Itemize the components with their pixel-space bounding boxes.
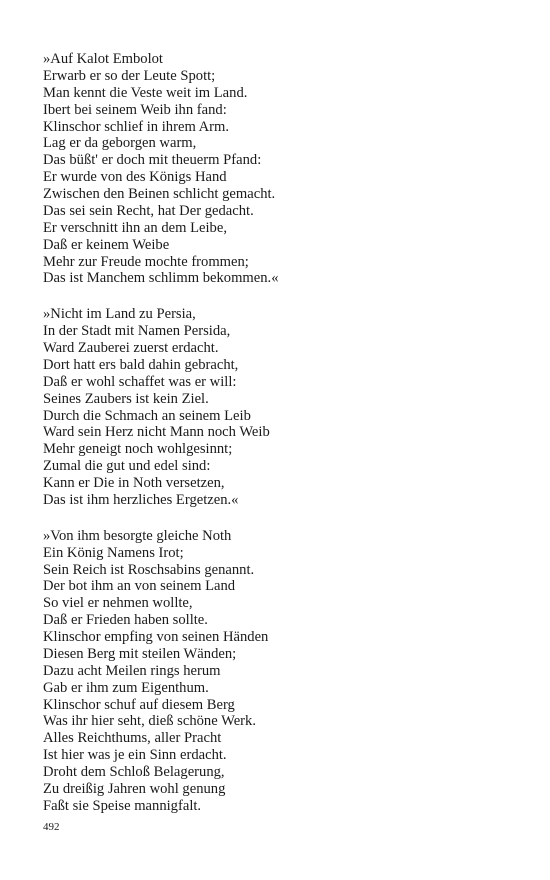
- verse-line: Daß er Frieden haben sollte.: [43, 612, 208, 629]
- verse-line: Sein Reich ist Roschsabins genannt.: [43, 561, 255, 578]
- verse-line: Alles Reichthums, aller Pracht: [43, 730, 222, 747]
- stanza: [43, 51, 523, 287]
- verse-line: Gab er ihm zum Eigenthum.: [43, 679, 209, 696]
- verse-line: Faßt sie Speise mannigfalt.: [43, 797, 202, 814]
- verse-line: Erwarb er so der Leute Spott;: [43, 67, 216, 84]
- verse-line: Ist hier was je ein Sinn erdacht.: [43, 747, 227, 764]
- verse-line: Lag er da geborgen warm,: [43, 135, 197, 152]
- verse-line: Was ihr hier seht, dieß schöne Werk.: [43, 713, 256, 730]
- verse-line: »Von ihm besorgte gleiche Noth: [43, 527, 232, 544]
- verse-line: Er wurde von des Königs Hand: [43, 169, 227, 186]
- verse-line: Klinschor empfing von seinen Händen: [43, 629, 269, 645]
- verse-line: Daß er keinem Weibe: [43, 236, 170, 253]
- verse-line: Das sei sein Recht, hat Der gedacht.: [43, 202, 254, 219]
- verse-line: Das ist ihm herzliches Ergetzen.«: [43, 491, 239, 508]
- verse-line: Diesen Berg mit steilen Wänden;: [43, 645, 237, 662]
- verse-line: Durch die Schmach an seinem Leib: [43, 407, 251, 424]
- verse-line: Er verschnitt ihn an dem Leibe,: [43, 219, 227, 236]
- verse-line: Dazu acht Meilen rings herum: [43, 662, 221, 679]
- verse-line: Das ist Manchem schlimm bekommen.«: [43, 270, 279, 287]
- verse-line: Klinschor schuf auf diesem Berg: [43, 696, 235, 713]
- stanza: [43, 528, 523, 815]
- verse-line: Dort hatt ers bald dahin gebracht,: [43, 356, 239, 373]
- verse-line: Kann er Die in Noth versetzen,: [43, 475, 225, 491]
- verse-line: Man kennt die Veste weit im Land.: [43, 84, 248, 101]
- verse-line: Zumal die gut und edel sind:: [43, 458, 211, 475]
- verse-line: Zu dreißig Jahren wohl genung: [43, 780, 226, 797]
- verse-line: In der Stadt mit Namen Persida,: [43, 323, 231, 340]
- verse-line: Seines Zaubers ist kein Ziel.: [43, 390, 209, 407]
- verse-line: Zwischen den Beinen schlicht gemacht.: [43, 186, 276, 202]
- verse-line: Mehr geneigt noch wohlgesinnt;: [43, 441, 233, 458]
- verse-line: So viel er nehmen wollte,: [43, 595, 193, 612]
- verse-line: Ein König Namens Irot;: [43, 544, 184, 561]
- verse-line: Ibert bei seinem Weib ihn fand:: [43, 101, 227, 118]
- poem-body: [43, 51, 523, 834]
- verse-line: Klinschor schlief in ihrem Arm.: [43, 118, 230, 135]
- verse-line: Das büßt' er doch mit theuerm Pfand:: [43, 152, 262, 169]
- verse-line: »Auf Kalot Embolot: [43, 51, 163, 67]
- verse-line: Daß er wohl schaffet was er will:: [43, 373, 237, 390]
- verse-line: Der bot ihm an von seinem Land: [43, 578, 236, 595]
- verse-line: Ward sein Herz nicht Mann noch Weib: [43, 424, 270, 441]
- verse-line: Ward Zauberei zuerst erdacht.: [43, 340, 219, 356]
- verse-line: Droht dem Schloß Belagerung,: [43, 764, 225, 780]
- stanza: [43, 306, 523, 509]
- verse-line: Mehr zur Freude mochte frommen;: [43, 253, 249, 270]
- page-number: 492: [43, 821, 60, 833]
- verse-line: »Nicht im Land zu Persia,: [43, 306, 196, 323]
